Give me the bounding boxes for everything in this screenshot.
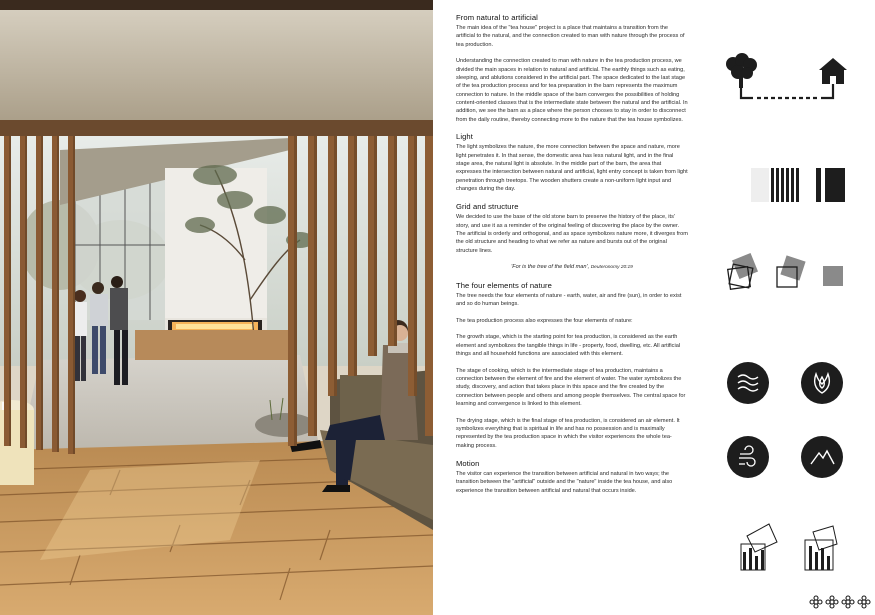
interior-render <box>0 0 433 615</box>
quote-text: 'For is the tree of the field man', <box>511 264 590 271</box>
render-illustration <box>0 0 433 615</box>
elements-paragraph-1: The tree needs the four elements of nature - earth, water, air and fire (sun), in order to exist and so do human beings. <box>456 292 682 308</box>
flower-ornament-icon <box>809 595 875 609</box>
air-element-icon <box>727 436 769 478</box>
diagram-icons <box>705 0 875 615</box>
elements-paragraph-2: The tea production process also expresses the four elements of nature: <box>456 317 633 324</box>
elements-paragraph-4: The stage of cooking, which is the intermediate stage of tea production, maintains a connection between the element of fire and the element of water. The water symbolizes the study, discovery, and action that takes place in this space and the fire created by the connection between people and others and among people themselves. The central space for learning and convergence is linked to this element. <box>456 367 686 408</box>
structure-sketch-icon <box>733 522 848 574</box>
quote-reference: Deuteronomy 20:19 <box>590 265 633 271</box>
light-bars-icon <box>751 166 851 204</box>
quote <box>456 263 688 272</box>
elements-paragraph-3: The growth stage, which is the starting point for tea production, is considered as the earth element and symbolizes the tangible things in life - property, food, dwelling, etc. All artificial things and all household functions are associated with this element. <box>456 334 681 358</box>
description-text <box>456 13 688 495</box>
earth-element-icon <box>801 436 843 478</box>
tree-to-house-icon <box>723 52 851 108</box>
grid-paragraph-2: The artificial is orderly and orthogonal, and as space symbolizes nature more, it diverges from the old structure and heading to what we refer as nature and bursts out of the original structure lines. <box>456 231 688 254</box>
light-paragraph: The light symbolizes the nature, the more connection between the space and nature, more light penetrates it. In that sense, the domestic area has less natural light, and in the final stage area, the natural light is absolute. In the middle part of the barn, the area that expresses the intersection between natural and artificial, light entry concept is taken from light penetration through treetops. The wooden shutters create a non-uniform light input and changes during the day. <box>456 144 688 193</box>
elements-paragraph-5: The drying stage, which is the final stage of tea production, is considered an air element. It symbolizes everything that is spiritual in life and has no possession and is maximally represented by the tea production space in which the visitor experiences the whole tea-making process. <box>456 417 680 449</box>
intro-paragraph-1: The main idea of the "tea house" project is a place that maintains a transition from the artificial to the natural, and the connection created to man with nature through the process of tea production. <box>456 25 685 48</box>
heading-grid: Grid and structure <box>456 202 519 212</box>
grid-paragraph-1: We decided to use the base of the old stone barn to preserve the history of the place, its' story, and use it as a reminder of the original feeling of discovering the place by the owner. <box>456 214 680 229</box>
heading-from-natural: From natural to artificial <box>456 13 538 22</box>
intro-paragraph-2: Understanding the connection created to man with nature in the tea production process, we divided the main spaces in relation to natural and artificial. The earthly things such as eating, sleeping, and ablutions considered in the artificial part. The space dedicated to the last stage of the tea production process and for tea preparation in the barn represents the maximum connection to nature. In the middle space of the barn converges the possibilities of holding content-oriented classes that is the intermediate state between the natural and the artificial. In addition, we see the barn as a place where the person chooses to stay in order to disconnect from the daily routine, thereby connecting more to the nature that the tea house symbolizes. <box>456 58 688 123</box>
heading-motion: Motion <box>456 459 480 469</box>
water-element-icon <box>727 362 769 404</box>
motion-paragraph: The visitor can experience the transition between artificial and natural in two ways; the transition between the "artificial" outside and the "nature" inside the tea house, and also experience the transition between artificial and natural that occurs inside. <box>456 471 673 494</box>
heading-light: Light <box>456 132 473 142</box>
heading-four-elements: The four elements of nature <box>456 280 552 290</box>
fire-element-icon <box>801 362 843 404</box>
rotating-squares-icon <box>725 250 850 292</box>
